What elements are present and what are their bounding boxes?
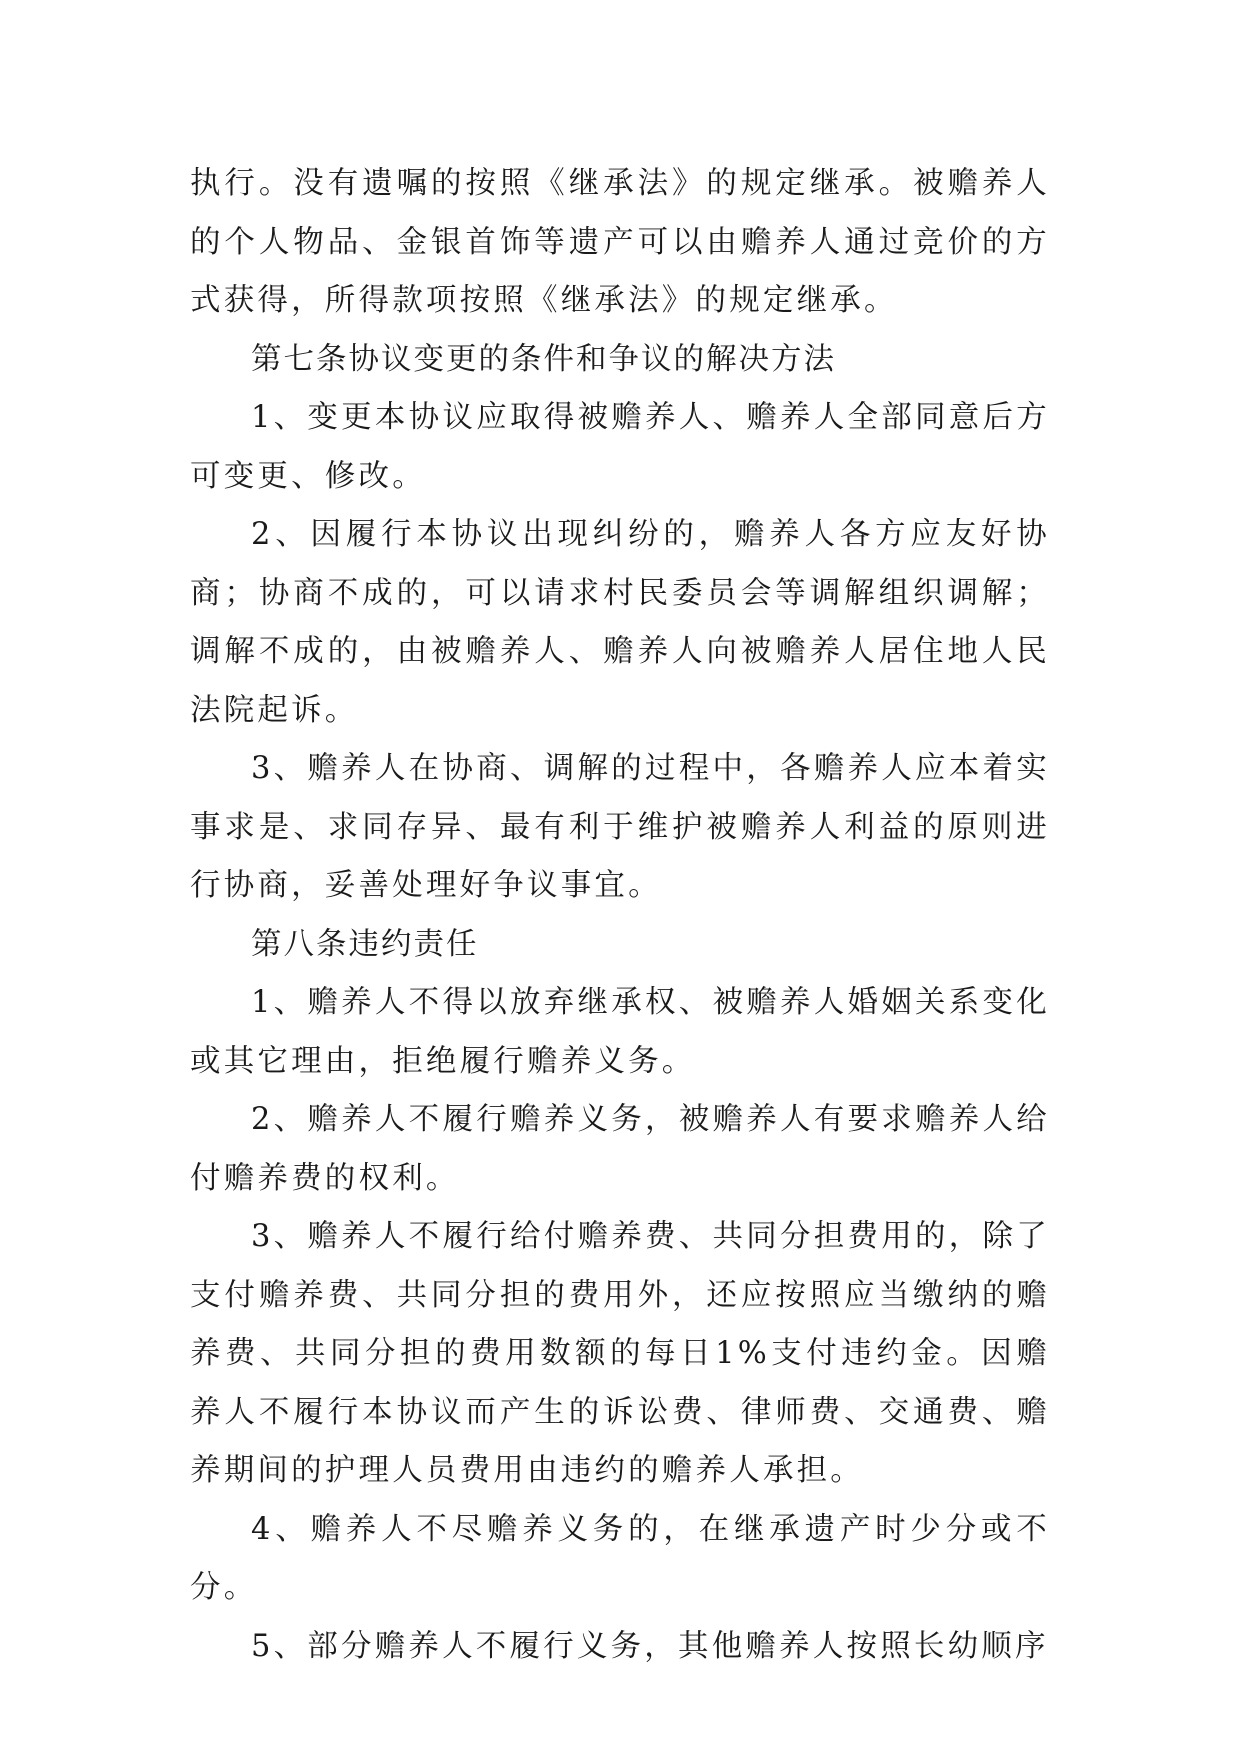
paragraph-article-8-clause-4: 4、赡养人不尽赡养义务的，在继承遗产时少分或不分。 — [190, 1511, 1050, 1605]
paragraph-article-7-clause-1: 1、变更本协议应取得被赡养人、赡养人全部同意后方可变更、修改。 — [190, 400, 1050, 494]
heading-article-8: 第八条违约责任 — [251, 926, 479, 962]
paragraph-article-7-clause-2: 2、因履行本协议出现纠纷的，赡养人各方应友好协商；协商不成的，可以请求村民委员会等调解组织调解；调解不成的，由被赡养人、赡养人向被赡养人居住地人民法院起诉。 — [190, 517, 1050, 728]
paragraph-article-8-clause-3: 3、赡养人不履行给付赡养费、共同分担费用的，除了支付赡养费、共同分担的费用外，还应按照应当缴纳的赡养费、共同分担的费用数额的每日1%支付违约金。因赡养人不履行本协议而产生的诉讼费、律师费、交通费、赡养期间的护理人员费用由违约的赡养人承担。 — [190, 1219, 1050, 1488]
paragraph-article-8-clause-2: 2、赡养人不履行赡养义务，被赡养人有要求赡养人给付赡养费的权利。 — [190, 1102, 1050, 1196]
paragraph-article-8-clause-5: 5、部分赡养人不履行义务，其他赡养人按照长幼顺序 — [251, 1628, 1049, 1664]
document-body — [190, 155, 1050, 1676]
paragraph-article-7-clause-3: 3、赡养人在协商、调解的过程中，各赡养人应本着实事求是、求同存异、最有利于维护被赡养人利益的原则进行协商，妥善处理好争议事宜。 — [190, 751, 1050, 903]
heading-article-7: 第七条协议变更的条件和争议的解决方法 — [251, 341, 836, 377]
paragraph-article-8-clause-1: 1、赡养人不得以放弃继承权、被赡养人婚姻关系变化或其它理由，拒绝履行赡养义务。 — [190, 985, 1050, 1079]
paragraph-inheritance-continuation: 执行。没有遗嘱的按照《继承法》的规定继承。被赡养人的个人物品、金银首饰等遗产可以由赡养人通过竞价的方式获得，所得款项按照《继承法》的规定继承。 — [190, 166, 1050, 318]
